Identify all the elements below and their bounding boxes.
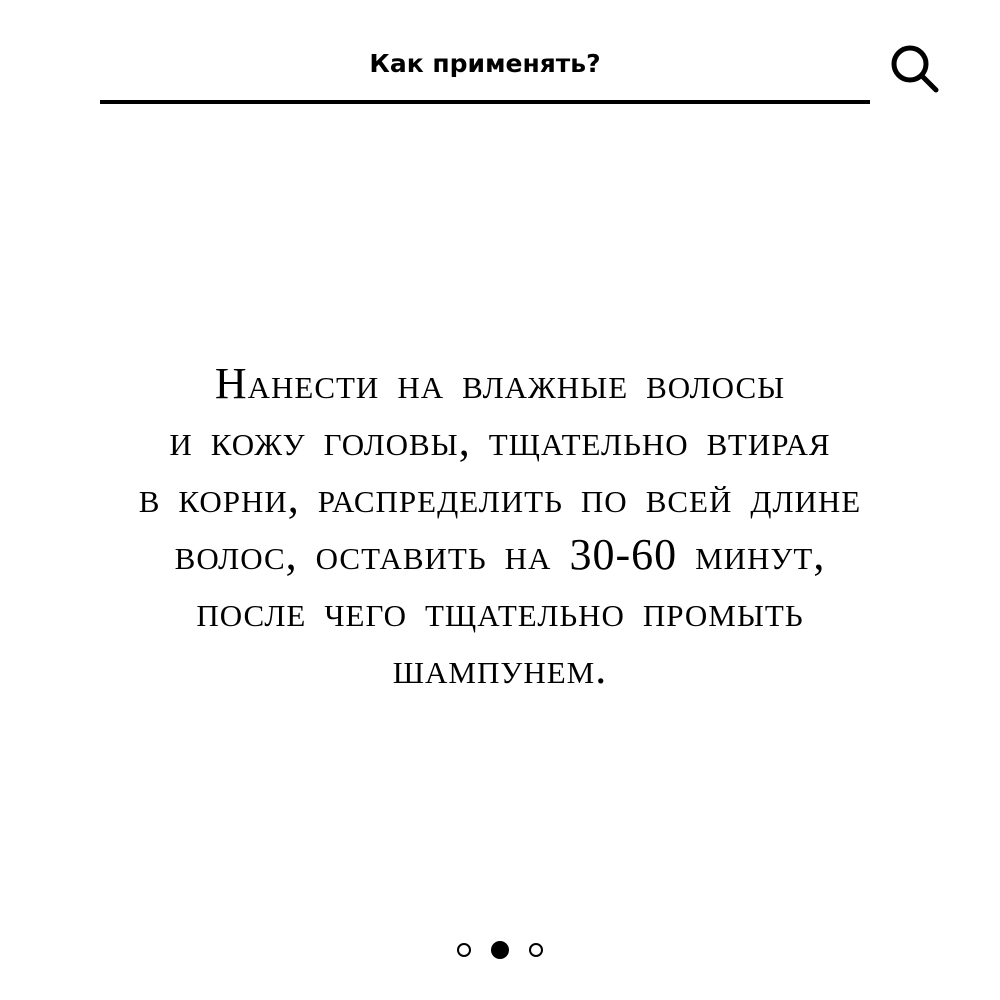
search-button[interactable] <box>886 40 946 98</box>
instructions-text <box>60 355 940 697</box>
search-icon <box>886 40 946 98</box>
instructions-line: после чего тщательно промыть <box>196 587 804 636</box>
instructions-line: шампунем. <box>392 644 608 693</box>
pagination-dot-active[interactable] <box>491 941 509 959</box>
pagination-dot[interactable] <box>529 943 543 957</box>
instructions-line: Нанести на влажные волосы <box>214 359 786 408</box>
header-divider <box>100 100 870 104</box>
instructions-line: и кожу головы, тщательно втирая <box>169 416 831 465</box>
instructions-line: волос, оставить на 30-60 минут, <box>174 530 826 579</box>
page-title: Как применять? <box>369 49 601 78</box>
pagination-dot[interactable] <box>457 943 471 957</box>
instructions-line: в корни, распределить по всей длине <box>138 473 862 522</box>
pagination-dots <box>0 940 1000 960</box>
